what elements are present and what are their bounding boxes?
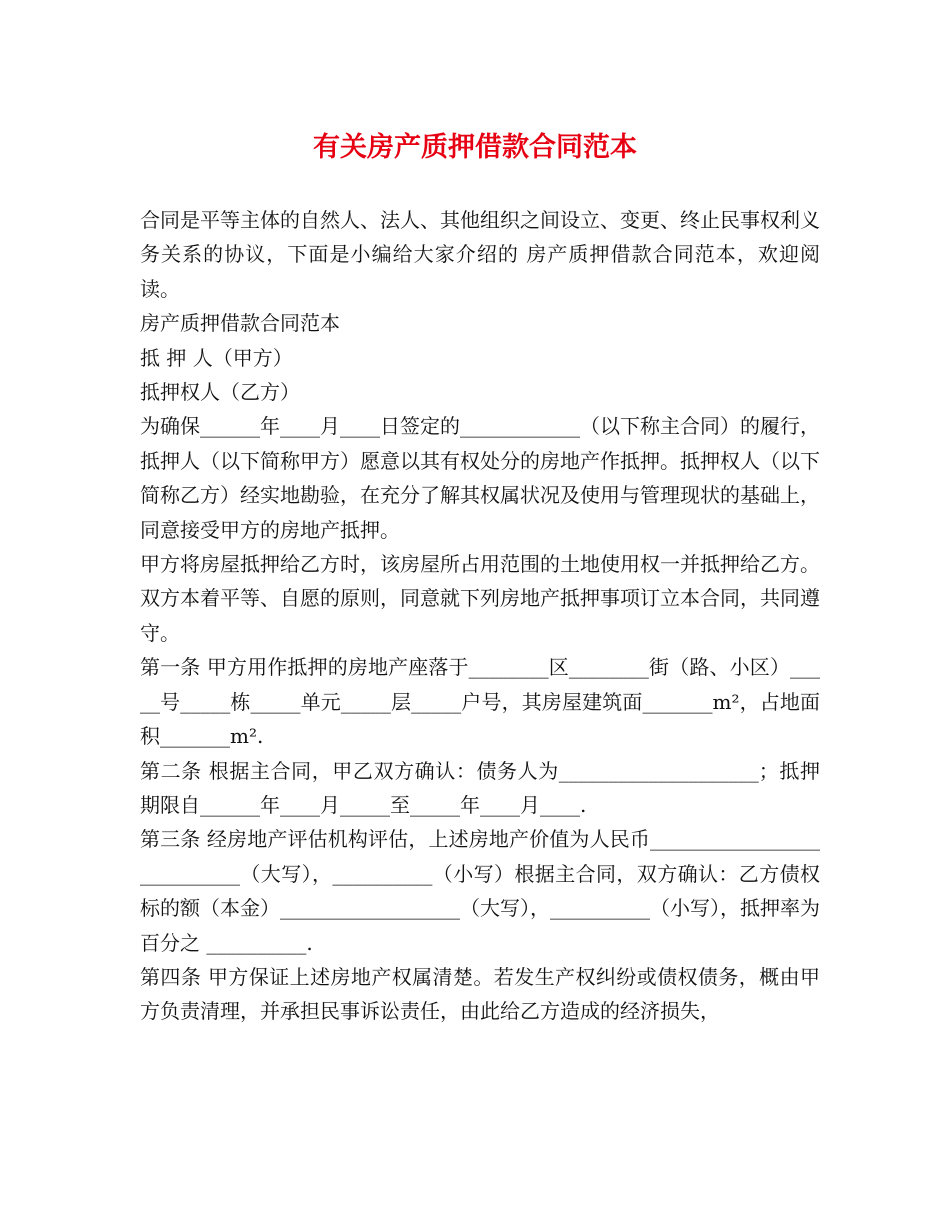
land-use-paragraph: 甲方将房屋抵押给乙方时，该房屋所占用范围的土地使用权一并抵押给乙方。: [140, 552, 820, 577]
document-title: 有关房产质押借款合同范本: [313, 132, 637, 163]
document-body: [140, 203, 820, 1029]
article-2-paragraph: 第二条 根据主合同，甲乙双方确认：债务人为____________________；抵押期限自______年____月_____至_____年____月____.: [140, 758, 820, 817]
mortgagee-line: 抵押权人（乙方）: [140, 380, 300, 405]
mortgagor-line: 抵 押 人（甲方）: [140, 345, 293, 370]
article-3-paragraph: 第三条 经房地产评估机构评估，上述房地产价值为人民币___________________________（大写），__________（小写）根据主合同，双方确认：乙方债权标的额（本金）__________________（大写），__________（小写），抵押率为百分之 __________.: [140, 827, 820, 955]
intro-paragraph: 合同是平等主体的自然人、法人、其他组织之间设立、变更、终止民事权利义务关系的协议，下面是小编给大家介绍的 房产质押借款合同范本，欢迎阅读。: [140, 208, 820, 301]
subtitle-paragraph: 房产质押借款合同范本: [140, 311, 340, 336]
principle-paragraph: 双方本着平等、自愿的原则，同意就下列房地产抵押事项订立本合同，共同遵守。: [140, 586, 820, 645]
preamble-paragraph: 为确保______年____月____日签定的____________（以下称主合同）的履行，抵押人（以下简称甲方）愿意以其有权处分的房地产作抵押。抵押权人（以下简称乙方）经实地勘验，在充分了解其权属状况及使用与管理现状的基础上，同意接受甲方的房地产抵押。: [140, 414, 820, 542]
article-4-paragraph: 第四条 甲方保证上述房地产权属清楚。若发生产权纠纷或债权债务，概由甲方负责清理，并承担民事诉讼责任，由此给乙方造成的经济损失，: [140, 964, 820, 1024]
article-1-paragraph: 第一条 甲方用作抵押的房地产座落于________区________街（路、小区）_____号_____栋_____单元_____层_____户号，其房屋建筑面_______m²，占地面积_______m².: [140, 655, 820, 749]
